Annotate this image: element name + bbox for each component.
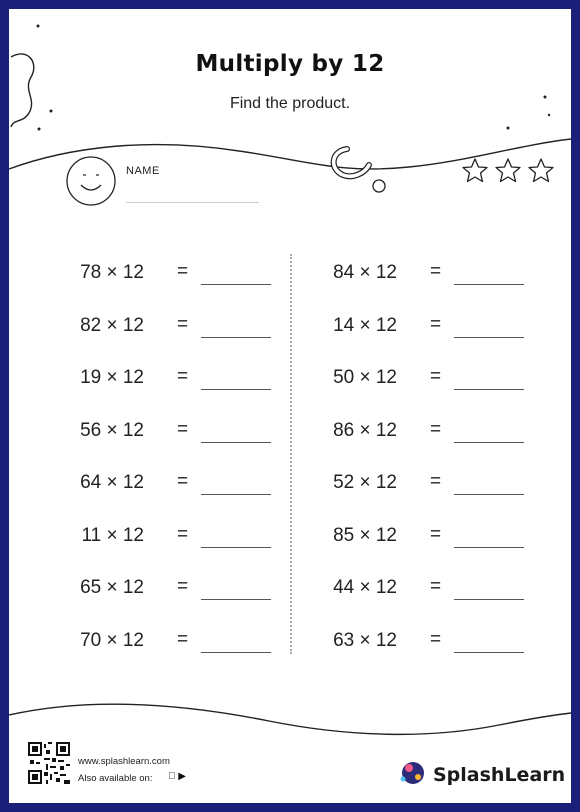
problem-expression: 82 × 12: [80, 314, 144, 336]
equals-sign: =: [430, 523, 442, 545]
column-divider: [290, 254, 292, 654]
equals-sign: =: [430, 366, 442, 387]
splashlearn-logo-icon: [401, 762, 425, 784]
equals-sign: =: [177, 366, 189, 387]
problem-row: [302, 622, 532, 675]
qr-code-icon[interactable]: [28, 742, 70, 784]
problem-row: [302, 464, 532, 517]
answer-blank[interactable]: [201, 284, 271, 285]
name-label: NAME: [126, 165, 160, 177]
answer-blank[interactable]: [454, 494, 524, 495]
answer-blank[interactable]: [201, 337, 271, 338]
problem-row: [302, 359, 532, 412]
brand-name: SplashLearn: [433, 764, 566, 786]
answer-blank[interactable]: [201, 599, 271, 600]
problem-expression: 78 × 12: [80, 262, 144, 283]
problem-expression: 85 × 12: [333, 524, 397, 546]
problem-row: [49, 254, 279, 307]
problem-row: [49, 359, 279, 412]
problem-row: [49, 517, 279, 570]
problem-expression: 52 × 12: [333, 472, 397, 493]
answer-blank[interactable]: [454, 547, 524, 548]
problem-row: [302, 307, 532, 360]
wave-line-top: [9, 139, 571, 169]
equals-sign: =: [177, 628, 189, 650]
equals-sign: =: [177, 576, 189, 597]
equals-sign: =: [430, 418, 442, 440]
worksheet-page: [9, 9, 571, 803]
problem-expression: 50 × 12: [333, 367, 397, 388]
available-on-text: Also available on:: [78, 773, 153, 784]
worksheet-title: Multiply by 12: [195, 51, 385, 77]
problem-row: [49, 412, 279, 465]
problem-expression: 14 × 12: [333, 314, 397, 336]
dot-decoration: [548, 114, 550, 116]
equals-sign: =: [430, 576, 442, 597]
equals-sign: =: [430, 261, 442, 282]
c-shape-decoration: [334, 149, 385, 192]
answer-blank[interactable]: [454, 442, 524, 443]
problem-row: [49, 569, 279, 622]
equals-sign: =: [177, 418, 189, 440]
dot-decoration: [38, 128, 41, 131]
equals-sign: =: [177, 471, 189, 492]
equals-sign: =: [177, 261, 189, 282]
equals-sign: =: [430, 628, 442, 650]
equals-sign: =: [177, 523, 189, 545]
play-store-icon[interactable]: ▶: [168, 771, 176, 782]
equals-sign: =: [430, 471, 442, 492]
problem-expression: 56 × 12: [80, 419, 144, 441]
problem-row: [49, 622, 279, 675]
answer-blank[interactable]: [201, 547, 271, 548]
wave-line-bottom: [9, 704, 571, 734]
answer-blank[interactable]: [454, 389, 524, 390]
problem-row: [302, 517, 532, 570]
instruction-text: Find the product.: [229, 95, 351, 112]
problem-expression: 64 × 12: [80, 472, 144, 493]
answer-blank[interactable]: [454, 599, 524, 600]
dot-decoration: [507, 127, 510, 130]
problems-left-column: [49, 254, 279, 674]
problem-expression: 86 × 12: [333, 419, 397, 441]
problem-row: [302, 412, 532, 465]
problem-expression: 63 × 12: [333, 629, 397, 651]
dot-decoration: [37, 25, 40, 28]
answer-blank[interactable]: [201, 494, 271, 495]
problem-row: [49, 464, 279, 517]
problem-expression: 65 × 12: [80, 577, 144, 598]
answer-blank[interactable]: [201, 389, 271, 390]
problem-row: [49, 307, 279, 360]
problem-expression: 11 × 12: [81, 524, 144, 546]
answer-blank[interactable]: [201, 442, 271, 443]
name-field[interactable]: [126, 202, 259, 203]
problems-right-column: [302, 254, 532, 674]
equals-sign: =: [430, 313, 442, 335]
problem-expression: 84 × 12: [333, 262, 397, 283]
problem-row: [302, 254, 532, 307]
answer-blank[interactable]: [201, 652, 271, 653]
problem-expression: 44 × 12: [333, 577, 397, 598]
answer-blank[interactable]: [454, 284, 524, 285]
apple-icon[interactable]: [168, 771, 176, 782]
rating-stars-icon: [463, 159, 553, 182]
equals-sign: =: [177, 313, 189, 335]
answer-blank[interactable]: [454, 652, 524, 653]
website-link[interactable]: www.splashlearn.com: [78, 756, 170, 767]
answer-blank[interactable]: [454, 337, 524, 338]
problem-row: [302, 569, 532, 622]
problem-expression: 19 × 12: [80, 367, 144, 388]
store-icons: [168, 771, 186, 782]
problem-expression: 70 × 12: [80, 629, 144, 651]
smiley-face-icon: [67, 157, 115, 205]
